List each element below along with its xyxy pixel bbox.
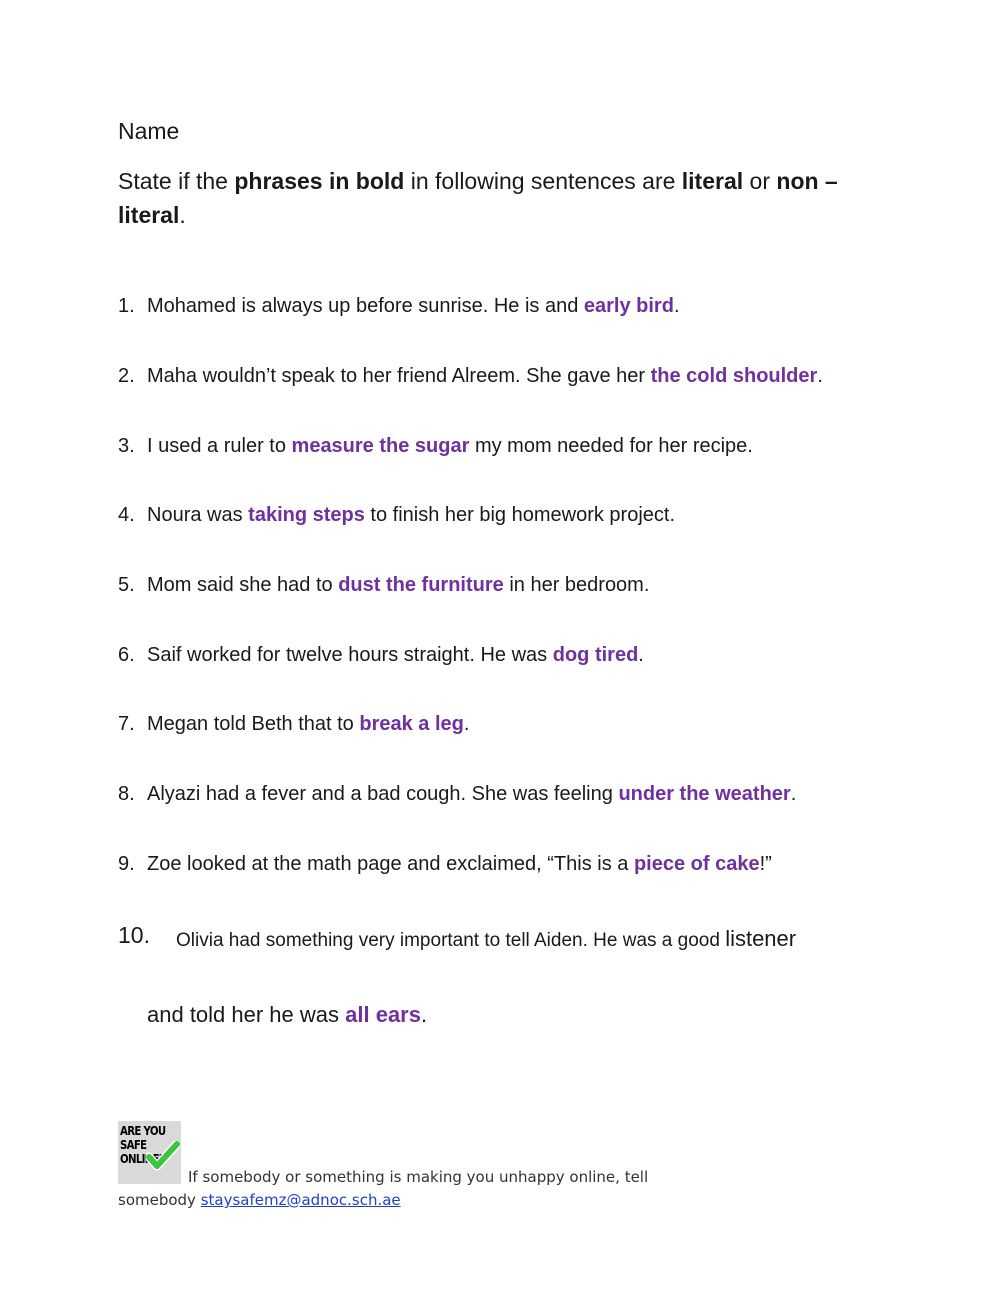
name-label: Name bbox=[118, 118, 180, 144]
target-phrase: all ears bbox=[345, 1002, 421, 1027]
instructions: State if the phrases in bold in following sentences are literal or non – literal. bbox=[118, 168, 838, 228]
footer-contact: somebody staysafemz@adnoc.sch.ae bbox=[118, 1191, 401, 1209]
question-1: 1. Mohamed is always up before sunrise. He is and early bird. bbox=[118, 295, 680, 317]
question-5: 5. Mom said she had to dust the furniture in her bedroom. bbox=[118, 574, 650, 596]
question-10-line-1: Olivia had something very important to tell Aiden. He was a good listener bbox=[176, 926, 797, 951]
target-phrase: piece of cake bbox=[633, 853, 760, 875]
question-8: 8. Alyazi had a fever and a bad cough. She was feeling under the weather. bbox=[118, 783, 797, 805]
question-10-number: 10. bbox=[118, 922, 150, 948]
target-phrase: early bird bbox=[583, 295, 674, 317]
question-6: 6. Saif worked for twelve hours straight. He was dog tired. bbox=[118, 644, 644, 666]
checkmark-icon bbox=[146, 1141, 180, 1171]
question-9: 9. Zoe looked at the math page and exclaimed, “This is a piece of cake!” bbox=[118, 853, 772, 875]
target-phrase: dog tired bbox=[552, 644, 639, 666]
question-7: 7. Megan told Beth that to break a leg. bbox=[118, 713, 470, 735]
email-link[interactable]: staysafemz@adnoc.sch.ae bbox=[200, 1191, 401, 1209]
footer-message: If somebody or something is making you unhappy online, tell bbox=[188, 1168, 649, 1186]
target-phrase: measure the sugar bbox=[291, 435, 470, 457]
target-phrase: dust the furniture bbox=[338, 574, 504, 596]
target-phrase: taking steps bbox=[248, 504, 365, 526]
question-10-line-2: and told her he was all ears. bbox=[147, 1002, 428, 1027]
question-3: 3. I used a ruler to measure the sugar my mom needed for her recipe. bbox=[118, 435, 753, 457]
question-2: 2. Maha wouldn’t speak to her friend Alreem. She gave her the cold shoulder. bbox=[118, 365, 823, 387]
target-phrase: the cold shoulder bbox=[650, 365, 818, 387]
question-4: 4. Noura was taking steps to finish her big homework project. bbox=[118, 504, 676, 526]
target-phrase: break a leg bbox=[359, 713, 464, 735]
are-you-safe-online-logo: ARE YOU SAFE ONLINE? bbox=[118, 1121, 181, 1184]
target-phrase: under the weather bbox=[618, 783, 791, 805]
